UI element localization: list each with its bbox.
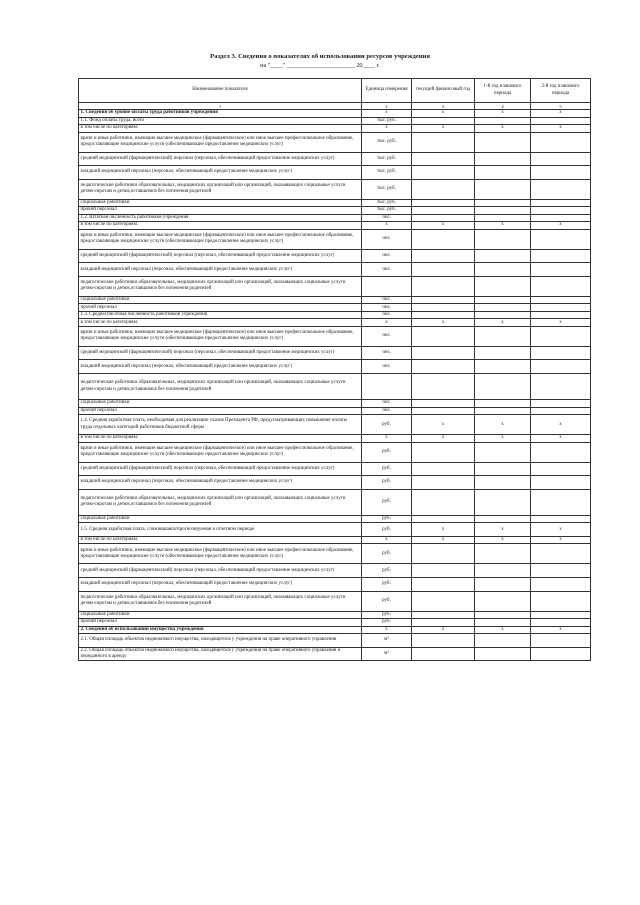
resources-table-body xyxy=(79,79,591,661)
plan-year-2-cell xyxy=(531,374,591,400)
column-number: 1 xyxy=(79,103,362,110)
current-year-cell xyxy=(412,407,475,415)
column-number: 5 xyxy=(531,103,591,110)
unit-cell: руб. xyxy=(362,442,412,462)
plan-year-2-cell xyxy=(531,229,591,249)
table-header-row xyxy=(79,79,591,103)
indicator-name: врачи и иные работники, имеющие высшее медицинское (фармацевтическое) или иное высшее профессиональное образование, предоставляющие медицинские услуги (обеспечивающие предоставление медицинских услуг) xyxy=(79,326,362,346)
plan-year-1-cell: x xyxy=(475,125,531,133)
indicator-name: младший медицинский персонал (персонал, обеспечивающий предоставление медицинских услуг) xyxy=(79,166,362,180)
unit-cell: м² xyxy=(362,647,412,661)
plan-year-1-cell xyxy=(475,311,531,319)
current-year-cell xyxy=(412,515,475,523)
current-year-cell xyxy=(412,619,475,627)
plan-year-2-cell xyxy=(531,304,591,312)
table-row xyxy=(79,536,591,544)
current-year-cell xyxy=(412,577,475,591)
indicator-name: социальные работники xyxy=(79,296,362,304)
plan-year-2-cell xyxy=(531,407,591,415)
plan-year-1-cell xyxy=(475,476,531,490)
plan-year-2-cell: x xyxy=(531,523,591,537)
plan-year-2-cell: x xyxy=(531,435,591,443)
indicator-name: в том числе по категориям: xyxy=(79,536,362,544)
unit-cell: x xyxy=(362,319,412,327)
plan-year-1-cell xyxy=(475,276,531,296)
table-row xyxy=(79,319,591,327)
header-cell: текущий финансовый год xyxy=(412,79,475,103)
table-row xyxy=(79,207,591,215)
plan-year-2-cell xyxy=(531,647,591,661)
unit-cell: x xyxy=(362,435,412,443)
unit-cell: чел. xyxy=(362,214,412,222)
plan-year-1-cell xyxy=(475,360,531,374)
table-row xyxy=(79,222,591,230)
header-cell: 1-й год планового периода xyxy=(475,79,531,103)
unit-cell: тыс. руб. xyxy=(362,166,412,180)
current-year-cell: x xyxy=(412,110,475,118)
table-row xyxy=(79,179,591,199)
current-year-cell xyxy=(412,462,475,476)
column-number-row xyxy=(79,103,591,110)
table-row xyxy=(79,400,591,408)
plan-year-1-cell xyxy=(475,207,531,215)
plan-year-1-cell xyxy=(475,634,531,648)
unit-cell: руб. xyxy=(362,523,412,537)
table-row xyxy=(79,166,591,180)
indicator-name: прочий персонал xyxy=(79,207,362,215)
plan-year-1-cell: x xyxy=(475,523,531,537)
plan-year-1-cell xyxy=(475,249,531,263)
unit-cell: x xyxy=(362,536,412,544)
current-year-cell xyxy=(412,296,475,304)
plan-year-2-cell xyxy=(531,591,591,611)
unit-cell: тыс. руб. xyxy=(362,207,412,215)
table-row xyxy=(79,152,591,166)
report-date-line: на "____" ______________________ 20____ г. xyxy=(260,62,380,69)
unit-cell: x xyxy=(362,626,412,634)
plan-year-2-cell xyxy=(531,462,591,476)
table-row xyxy=(79,199,591,207)
table-row xyxy=(79,229,591,249)
current-year-cell xyxy=(412,132,475,152)
plan-year-1-cell xyxy=(475,152,531,166)
plan-year-1-cell xyxy=(475,304,531,312)
table-row xyxy=(79,515,591,523)
indicator-name: педагогические работники образовательных, медицинских организаций или организаций, оказывающих социальные услуги детям-сиротам и детям,оставшимся без попечения родителей xyxy=(79,374,362,400)
indicator-name: в том числе по категориям: xyxy=(79,222,362,230)
unit-cell: чел. xyxy=(362,304,412,312)
plan-year-1-cell: x xyxy=(475,319,531,327)
unit-cell: руб. xyxy=(362,415,412,435)
unit-cell: чел. xyxy=(362,407,412,415)
unit-cell: чел. xyxy=(362,346,412,360)
plan-year-1-cell: x xyxy=(475,110,531,118)
table-row xyxy=(79,311,591,319)
table-row xyxy=(79,462,591,476)
unit-cell xyxy=(362,276,412,296)
indicator-name: 1.5. Средняя заработная плата, сложившаяся/прогнозируемая в отчетном периоде xyxy=(79,523,362,537)
plan-year-2-cell xyxy=(531,360,591,374)
unit-cell: тыс. руб. xyxy=(362,179,412,199)
header-cell: Наименование показателя xyxy=(79,79,362,103)
unit-cell: тыс. руб. xyxy=(362,152,412,166)
section-title: Раздел 3. Сведения о показателях об использовании ресурсов учреждения xyxy=(210,53,430,60)
current-year-cell xyxy=(412,179,475,199)
plan-year-2-cell xyxy=(531,166,591,180)
table-row xyxy=(79,591,591,611)
table-row xyxy=(79,442,591,462)
unit-cell: тыс. руб. xyxy=(362,199,412,207)
plan-year-2-cell xyxy=(531,346,591,360)
unit-cell: чел. xyxy=(362,263,412,277)
unit-cell: чел. xyxy=(362,400,412,408)
table-row xyxy=(79,296,591,304)
current-year-cell: x xyxy=(412,319,475,327)
current-year-cell xyxy=(412,229,475,249)
indicator-name: 1.2. Штатная численность работников учреждения xyxy=(79,214,362,222)
plan-year-2-cell: x xyxy=(531,319,591,327)
current-year-cell xyxy=(412,634,475,648)
plan-year-1-cell: x xyxy=(475,415,531,435)
indicator-name: педагогические работники образовательных, медицинских организаций или организаций, оказывающих социальные услуги детям-сиротам и детям,оставшимся без попечения родителей xyxy=(79,276,362,296)
current-year-cell xyxy=(412,374,475,400)
current-year-cell xyxy=(412,276,475,296)
plan-year-2-cell: x xyxy=(531,536,591,544)
table-row xyxy=(79,619,591,627)
table-row xyxy=(79,634,591,648)
plan-year-2-cell xyxy=(531,207,591,215)
table-row xyxy=(79,523,591,537)
plan-year-1-cell xyxy=(475,619,531,627)
plan-year-1-cell xyxy=(475,326,531,346)
current-year-cell xyxy=(412,326,475,346)
current-year-cell: x xyxy=(412,222,475,230)
plan-year-2-cell: x xyxy=(531,626,591,634)
unit-cell xyxy=(362,374,412,400)
current-year-cell xyxy=(412,207,475,215)
column-number: 4 xyxy=(475,103,531,110)
unit-cell: тыс. руб. xyxy=(362,117,412,125)
indicator-name: средний медицинский (фармацевтический) персонал (персонал, обеспечивающий предоставление медицинских услуг) xyxy=(79,152,362,166)
current-year-cell: x xyxy=(412,415,475,435)
unit-cell: руб. xyxy=(362,462,412,476)
plan-year-2-cell xyxy=(531,634,591,648)
table-row xyxy=(79,415,591,435)
unit-cell: чел. xyxy=(362,311,412,319)
plan-year-1-cell xyxy=(475,117,531,125)
plan-year-1-cell xyxy=(475,296,531,304)
current-year-cell xyxy=(412,311,475,319)
column-number: 2 xyxy=(362,103,412,110)
plan-year-1-cell xyxy=(475,442,531,462)
plan-year-1-cell: x xyxy=(475,626,531,634)
header-cell: Единица измерения xyxy=(362,79,412,103)
current-year-cell xyxy=(412,249,475,263)
plan-year-2-cell xyxy=(531,296,591,304)
indicator-name: социальные работники xyxy=(79,611,362,619)
plan-year-2-cell xyxy=(531,619,591,627)
unit-cell: руб. xyxy=(362,577,412,591)
indicator-name: прочий персонал xyxy=(79,619,362,627)
current-year-cell xyxy=(412,117,475,125)
indicator-name: 2. Сведения об использовании имущества учреждения xyxy=(79,626,362,634)
plan-year-2-cell xyxy=(531,544,591,564)
indicator-name: в том числе по категориям: xyxy=(79,319,362,327)
table-row xyxy=(79,304,591,312)
plan-year-1-cell xyxy=(475,591,531,611)
table-row xyxy=(79,489,591,515)
plan-year-2-cell xyxy=(531,476,591,490)
table-row xyxy=(79,564,591,578)
table-row xyxy=(79,435,591,443)
plan-year-2-cell: x xyxy=(531,110,591,118)
plan-year-1-cell: x xyxy=(475,536,531,544)
plan-year-2-cell xyxy=(531,152,591,166)
indicator-name: младший медицинский персонал (персонал, обеспечивающий предоставление медицинских услуг) xyxy=(79,577,362,591)
table-row xyxy=(79,577,591,591)
plan-year-2-cell xyxy=(531,249,591,263)
unit-cell: x xyxy=(362,222,412,230)
table-row xyxy=(79,110,591,118)
unit-cell: руб. xyxy=(362,619,412,627)
plan-year-1-cell xyxy=(475,263,531,277)
table-row xyxy=(79,117,591,125)
unit-cell: м² xyxy=(362,634,412,648)
indicator-name: врачи и иные работники, имеющие высшее медицинское (фармацевтическое) или иное высшее профессиональное образование, предоставляющие медицинские услуги (обеспечивающие предоставление медицинских услуг) xyxy=(79,442,362,462)
column-number: 3 xyxy=(412,103,475,110)
unit-cell: руб. xyxy=(362,515,412,523)
table-row xyxy=(79,626,591,634)
unit-cell: чел. xyxy=(362,360,412,374)
unit-cell: руб. xyxy=(362,591,412,611)
table-row xyxy=(79,407,591,415)
plan-year-1-cell xyxy=(475,166,531,180)
table-row xyxy=(79,346,591,360)
current-year-cell: x xyxy=(412,626,475,634)
current-year-cell xyxy=(412,611,475,619)
table-row xyxy=(79,132,591,152)
indicator-name: средний медицинский (фармацевтический) персонал (персонал, обеспечивающий предоставление медицинских услуг) xyxy=(79,346,362,360)
plan-year-1-cell: x xyxy=(475,222,531,230)
plan-year-1-cell xyxy=(475,407,531,415)
indicator-name: средний медицинский (фармацевтический) персонал (персонал, обеспечивающий предоставление медицинских услуг) xyxy=(79,564,362,578)
current-year-cell xyxy=(412,214,475,222)
indicator-name: педагогические работники образовательных, медицинских организаций или организаций, оказывающих социальные услуги детям-сиротам и детям,оставшимся без попечения родителей xyxy=(79,489,362,515)
current-year-cell xyxy=(412,304,475,312)
plan-year-1-cell xyxy=(475,489,531,515)
table-row xyxy=(79,374,591,400)
plan-year-1-cell xyxy=(475,564,531,578)
plan-year-2-cell xyxy=(531,515,591,523)
current-year-cell xyxy=(412,489,475,515)
indicator-name: 1.1. Фонд оплаты труда, всего xyxy=(79,117,362,125)
plan-year-1-cell xyxy=(475,515,531,523)
plan-year-2-cell xyxy=(531,611,591,619)
plan-year-1-cell xyxy=(475,229,531,249)
indicator-name: врачи и иные работники, имеющие высшее медицинское (фармацевтическое) или иное высшее профессиональное образование, предоставляющие медицинские услуги (обеспечивающие предоставление медицинских услуг) xyxy=(79,544,362,564)
plan-year-1-cell xyxy=(475,611,531,619)
table-row xyxy=(79,249,591,263)
table-row xyxy=(79,263,591,277)
current-year-cell: x xyxy=(412,523,475,537)
current-year-cell: x xyxy=(412,435,475,443)
table-row xyxy=(79,326,591,346)
plan-year-2-cell xyxy=(531,263,591,277)
plan-year-2-cell xyxy=(531,132,591,152)
table-row xyxy=(79,611,591,619)
unit-cell: руб. xyxy=(362,564,412,578)
indicator-name: врачи и иные работники, имеющие высшее медицинское (фармацевтическое) или иное высшее профессиональное образование, предоставляющие медицинские услуги (обеспечивающие предоставление медицинских услуг) xyxy=(79,132,362,152)
indicator-name: врачи и иные работники, имеющие высшее медицинское (фармацевтическое) или иное высшее профессиональное образование, предоставляющие медицинские услуги (обеспечивающие предоставление медицинских услуг) xyxy=(79,229,362,249)
indicator-name: младший медицинский персонал (персонал, обеспечивающий предоставление медицинских услуг) xyxy=(79,476,362,490)
indicator-name: 1.3. Среднесписочная численность работников учреждения xyxy=(79,311,362,319)
unit-cell: руб. xyxy=(362,611,412,619)
plan-year-1-cell xyxy=(475,400,531,408)
indicator-name: в том числе по категориям: xyxy=(79,435,362,443)
current-year-cell xyxy=(412,346,475,360)
indicator-name: социальные работники xyxy=(79,515,362,523)
indicator-name: социальные работники xyxy=(79,400,362,408)
indicator-name: средний медицинский (фармацевтический) персонал (персонал, обеспечивающий предоставление медицинских услуг) xyxy=(79,462,362,476)
indicator-name: 2.1. Общая площадь объектов недвижимого имущества, находящегося у учреждения на праве оперативного управления xyxy=(79,634,362,648)
indicator-name: 2.2. Общая площадь объектов недвижимого имущества, находящегося у учреждения на праве оперативного управления и переданного в аренду xyxy=(79,647,362,661)
unit-cell: чел. xyxy=(362,229,412,249)
table-row xyxy=(79,476,591,490)
plan-year-2-cell: x xyxy=(531,415,591,435)
unit-cell: чел. xyxy=(362,296,412,304)
current-year-cell xyxy=(412,591,475,611)
unit-cell: руб. xyxy=(362,489,412,515)
plan-year-1-cell xyxy=(475,544,531,564)
plan-year-2-cell xyxy=(531,199,591,207)
indicator-name: в том числе по категориям: xyxy=(79,125,362,133)
indicator-name: средний медицинский (фармацевтический) персонал (персонал, обеспечивающий предоставление медицинских услуг) xyxy=(79,249,362,263)
current-year-cell xyxy=(412,360,475,374)
current-year-cell xyxy=(412,199,475,207)
plan-year-2-cell xyxy=(531,326,591,346)
unit-cell: x xyxy=(362,110,412,118)
plan-year-1-cell xyxy=(475,214,531,222)
current-year-cell xyxy=(412,647,475,661)
plan-year-1-cell xyxy=(475,374,531,400)
plan-year-2-cell xyxy=(531,564,591,578)
plan-year-1-cell xyxy=(475,179,531,199)
current-year-cell xyxy=(412,544,475,564)
indicator-name: педагогические работники образовательных, медицинских организаций или организаций, оказывающих социальные услуги детям-сиротам и детям,оставшимся без попечения родителей xyxy=(79,179,362,199)
plan-year-1-cell xyxy=(475,346,531,360)
plan-year-2-cell xyxy=(531,442,591,462)
table-row xyxy=(79,214,591,222)
current-year-cell xyxy=(412,152,475,166)
current-year-cell xyxy=(412,476,475,490)
current-year-cell xyxy=(412,442,475,462)
plan-year-2-cell xyxy=(531,276,591,296)
unit-cell: тыс. руб. xyxy=(362,132,412,152)
plan-year-1-cell: x xyxy=(475,435,531,443)
indicator-name: 1.4. Средняя заработная плата, необходимая для реализации указов Президента РФ, предусматривающих повышение оплаты труда отдельных категорий работников бюджетной сферы xyxy=(79,415,362,435)
unit-cell: руб. xyxy=(362,544,412,564)
unit-cell: руб. xyxy=(362,476,412,490)
plan-year-1-cell xyxy=(475,199,531,207)
indicator-name: прочий персонал xyxy=(79,407,362,415)
plan-year-1-cell xyxy=(475,132,531,152)
table-row xyxy=(79,276,591,296)
unit-cell: x xyxy=(362,125,412,133)
indicator-name: 1. Сведения об уровне оплаты труда работников учреждения xyxy=(79,110,362,118)
plan-year-2-cell xyxy=(531,179,591,199)
unit-cell: чел. xyxy=(362,326,412,346)
unit-cell: чел. xyxy=(362,249,412,263)
plan-year-1-cell xyxy=(475,577,531,591)
current-year-cell: x xyxy=(412,125,475,133)
indicator-name: педагогические работники образовательных, медицинских организаций или организаций, оказывающих социальные услуги детям-сиротам и детям,оставшимся без попечения родителей xyxy=(79,591,362,611)
plan-year-2-cell: x xyxy=(531,222,591,230)
indicator-name: социальные работники xyxy=(79,199,362,207)
table-row xyxy=(79,360,591,374)
current-year-cell xyxy=(412,400,475,408)
table-row xyxy=(79,544,591,564)
table-row xyxy=(79,647,591,661)
plan-year-2-cell xyxy=(531,400,591,408)
header-cell: 2-й год планового периода xyxy=(531,79,591,103)
plan-year-2-cell xyxy=(531,311,591,319)
current-year-cell xyxy=(412,564,475,578)
plan-year-1-cell xyxy=(475,647,531,661)
current-year-cell xyxy=(412,166,475,180)
plan-year-2-cell xyxy=(531,117,591,125)
plan-year-2-cell xyxy=(531,577,591,591)
indicator-name: прочий персонал xyxy=(79,304,362,312)
resources-table xyxy=(78,78,591,661)
indicator-name: младший медицинский персонал (персонал, обеспечивающий предоставление медицинских услуг) xyxy=(79,360,362,374)
current-year-cell: x xyxy=(412,536,475,544)
plan-year-2-cell xyxy=(531,489,591,515)
plan-year-1-cell xyxy=(475,462,531,476)
current-year-cell xyxy=(412,263,475,277)
indicator-name: младший медицинский персонал (персонал, обеспечивающий предоставление медицинских услуг) xyxy=(79,263,362,277)
plan-year-2-cell xyxy=(531,214,591,222)
plan-year-2-cell: x xyxy=(531,125,591,133)
table-row xyxy=(79,125,591,133)
